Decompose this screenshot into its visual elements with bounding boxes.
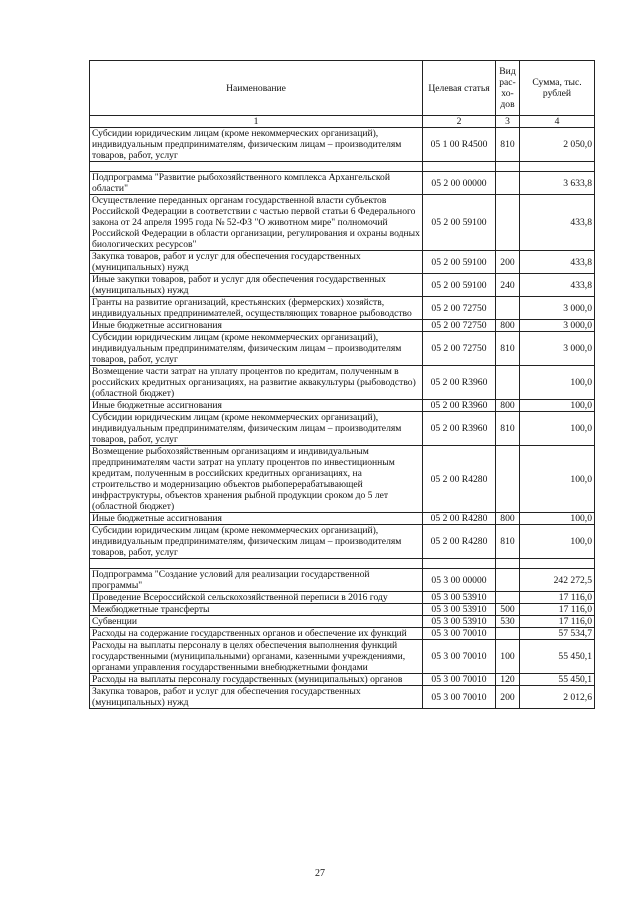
row-name-cell: Межбюджетные трансферты bbox=[90, 604, 423, 616]
row-code-cell: 05 2 00 R4280 bbox=[423, 446, 496, 513]
table-row bbox=[90, 366, 595, 400]
row-name-cell: Расходы на выплаты персоналу в целях обеспечения выполнения функций государственными (муниципальными) органами, казенными учреждениями, органами управления государственными внебюджетными фондами bbox=[90, 640, 423, 674]
table-row bbox=[90, 412, 595, 446]
row-kind-cell: 810 bbox=[496, 525, 520, 559]
row-name-cell: Подпрограмма "Создание условий для реализации государственной программы" bbox=[90, 569, 423, 592]
subprogram-row bbox=[90, 172, 595, 195]
table-row bbox=[90, 628, 595, 640]
row-kind-cell: 200 bbox=[496, 251, 520, 274]
row-sum-cell: 242 272,5 bbox=[520, 569, 595, 592]
row-kind-cell bbox=[496, 366, 520, 400]
row-sum-cell: 433,8 bbox=[520, 274, 595, 297]
table-row bbox=[90, 274, 595, 297]
row-sum-cell: 3 633,8 bbox=[520, 172, 595, 195]
row-name-cell: Закупка товаров, работ и услуг для обеспечения государственных (муниципальных) нужд bbox=[90, 686, 423, 709]
row-code-cell: 05 2 00 72750 bbox=[423, 332, 496, 366]
header-kind-line: Вид bbox=[499, 66, 516, 77]
row-code-cell: 05 2 00 R3960 bbox=[423, 400, 496, 412]
row-kind-cell: 800 bbox=[496, 513, 520, 525]
row-kind-cell bbox=[496, 446, 520, 513]
row-kind-cell: 810 bbox=[496, 128, 520, 162]
row-code-cell: 05 2 00 72750 bbox=[423, 297, 496, 320]
row-name-cell: Подпрограмма "Развитие рыбохозяйственного комплекса Архангельской области" bbox=[90, 172, 423, 195]
row-code-cell: 05 3 00 00000 bbox=[423, 569, 496, 592]
table-row bbox=[90, 400, 595, 412]
table-row bbox=[90, 297, 595, 320]
row-code-cell: 05 2 00 R4280 bbox=[423, 525, 496, 559]
row-kind-cell bbox=[496, 297, 520, 320]
row-code-cell: 05 2 00 R3960 bbox=[423, 366, 496, 400]
column-number: 4 bbox=[520, 116, 595, 128]
row-sum-cell: 100,0 bbox=[520, 525, 595, 559]
table-header-row bbox=[90, 61, 595, 116]
row-kind-cell: 500 bbox=[496, 604, 520, 616]
row-kind-cell: 530 bbox=[496, 616, 520, 628]
row-sum-cell: 3 000,0 bbox=[520, 297, 595, 320]
row-code-cell: 05 1 00 R4500 bbox=[423, 128, 496, 162]
row-name-cell: Иные бюджетные ассигнования bbox=[90, 400, 423, 412]
header-kind-line: рас- bbox=[499, 77, 516, 88]
row-sum-cell: 57 534,7 bbox=[520, 628, 595, 640]
row-sum-cell: 55 450,1 bbox=[520, 674, 595, 686]
row-sum-cell: 17 116,0 bbox=[520, 592, 595, 604]
row-name-cell: Иные бюджетные ассигнования bbox=[90, 320, 423, 332]
spacer-row bbox=[90, 559, 595, 569]
table-row bbox=[90, 195, 595, 251]
spacer-cell bbox=[520, 162, 595, 172]
row-kind-cell bbox=[496, 628, 520, 640]
header-kind-line: хо- bbox=[501, 88, 514, 99]
spacer-cell bbox=[520, 559, 595, 569]
row-sum-cell: 100,0 bbox=[520, 412, 595, 446]
row-sum-cell: 55 450,1 bbox=[520, 640, 595, 674]
row-kind-cell: 800 bbox=[496, 400, 520, 412]
table-row bbox=[90, 592, 595, 604]
row-name-cell: Расходы на выплаты персоналу государственных (муниципальных) органов bbox=[90, 674, 423, 686]
spacer-cell bbox=[496, 162, 520, 172]
row-name-cell: Субсидии юридическим лицам (кроме некоммерческих организаций), индивидуальным предпринимателям, физическим лицам – производителям товаров, работ, услуг bbox=[90, 128, 423, 162]
row-sum-cell: 3 000,0 bbox=[520, 332, 595, 366]
row-code-cell: 05 2 00 59100 bbox=[423, 195, 496, 251]
row-code-cell: 05 2 00 72750 bbox=[423, 320, 496, 332]
table-row bbox=[90, 332, 595, 366]
row-code-cell: 05 2 00 59100 bbox=[423, 274, 496, 297]
row-sum-cell: 2 050,0 bbox=[520, 128, 595, 162]
subprogram-row bbox=[90, 569, 595, 592]
header-name: Наименование bbox=[90, 61, 423, 116]
column-number: 3 bbox=[496, 116, 520, 128]
row-code-cell: 05 3 00 70010 bbox=[423, 628, 496, 640]
table-row bbox=[90, 674, 595, 686]
row-kind-cell bbox=[496, 592, 520, 604]
row-kind-cell: 240 bbox=[496, 274, 520, 297]
table-row bbox=[90, 446, 595, 513]
row-sum-cell: 100,0 bbox=[520, 400, 595, 412]
row-kind-cell: 120 bbox=[496, 674, 520, 686]
table-row bbox=[90, 604, 595, 616]
page-number: 27 bbox=[315, 868, 325, 879]
row-kind-cell: 810 bbox=[496, 332, 520, 366]
spacer-cell bbox=[423, 559, 496, 569]
row-code-cell: 05 2 00 59100 bbox=[423, 251, 496, 274]
row-sum-cell: 433,8 bbox=[520, 251, 595, 274]
row-kind-cell: 200 bbox=[496, 686, 520, 709]
row-sum-cell: 433,8 bbox=[520, 195, 595, 251]
row-name-cell: Гранты на развитие организаций, крестьянских (фермерских) хозяйств, индивидуальных предпринимателей, осуществляющих товарное рыбоводство bbox=[90, 297, 423, 320]
table-row bbox=[90, 616, 595, 628]
row-code-cell: 05 3 00 53910 bbox=[423, 616, 496, 628]
table-row bbox=[90, 686, 595, 709]
row-name-cell: Субвенции bbox=[90, 616, 423, 628]
row-name-cell: Осуществление переданных органам государственной власти субъектов Российской Федерации в соответствии с частью первой статьи 6 Федерального закона от 24 апреля 1995 года № 52-ФЗ "О животном мире" полномочий Российской Федерации в области организации, регулирования и охраны водных биологических ресурсов" bbox=[90, 195, 423, 251]
table-row bbox=[90, 513, 595, 525]
row-sum-cell: 100,0 bbox=[520, 446, 595, 513]
table-row bbox=[90, 320, 595, 332]
row-code-cell: 05 3 00 70010 bbox=[423, 686, 496, 709]
row-name-cell: Возмещение части затрат на уплату процентов по кредитам, полученным в российских кредитных организациях, на развитие аквакультуры (рыбоводство) (областной бюджет) bbox=[90, 366, 423, 400]
row-sum-cell: 2 012,6 bbox=[520, 686, 595, 709]
header-sum: Сумма, тыс. рублей bbox=[520, 61, 595, 116]
row-name-cell: Возмещение рыбохозяйственным организациям и индивидуальным предпринимателям части затрат на уплату процентов по инвестиционным кредитам, полученным в российских кредитных организациях, на строительство и модернизацию объектов рыбоперерабатывающей инфраструктуры, объектов хранения рыбной продукции сроком до 5 лет (областной бюджет) bbox=[90, 446, 423, 513]
row-name-cell: Проведение Всероссийской сельскохозяйственной переписи в 2016 году bbox=[90, 592, 423, 604]
header-code: Целевая статья bbox=[423, 61, 496, 116]
row-code-cell: 05 2 00 R3960 bbox=[423, 412, 496, 446]
table-row bbox=[90, 640, 595, 674]
row-name-cell: Иные бюджетные ассигнования bbox=[90, 513, 423, 525]
row-sum-cell: 3 000,0 bbox=[520, 320, 595, 332]
row-code-cell: 05 2 00 00000 bbox=[423, 172, 496, 195]
row-sum-cell: 17 116,0 bbox=[520, 616, 595, 628]
column-number: 2 bbox=[423, 116, 496, 128]
row-kind-cell bbox=[496, 569, 520, 592]
spacer-cell bbox=[423, 162, 496, 172]
row-name-cell: Субсидии юридическим лицам (кроме некоммерческих организаций), индивидуальным предпринимателям, физическим лицам – производителям товаров, работ, услуг bbox=[90, 525, 423, 559]
table-row bbox=[90, 128, 595, 162]
row-code-cell: 05 3 00 53910 bbox=[423, 604, 496, 616]
row-name-cell: Субсидии юридическим лицам (кроме некоммерческих организаций), индивидуальным предпринимателям, физическим лицам – производителям товаров, работ, услуг bbox=[90, 332, 423, 366]
row-kind-cell: 100 bbox=[496, 640, 520, 674]
row-name-cell: Расходы на содержание государственных органов и обеспечение их функций bbox=[90, 628, 423, 640]
row-code-cell: 05 3 00 53910 bbox=[423, 592, 496, 604]
row-name-cell: Иные закупки товаров, работ и услуг для обеспечения государственных (муниципальных) нужд bbox=[90, 274, 423, 297]
row-code-cell: 05 3 00 70010 bbox=[423, 640, 496, 674]
table-row bbox=[90, 251, 595, 274]
row-sum-cell: 100,0 bbox=[520, 513, 595, 525]
spacer-cell bbox=[90, 162, 423, 172]
row-name-cell: Закупка товаров, работ и услуг для обеспечения государственных (муниципальных) нужд bbox=[90, 251, 423, 274]
header-kind-line: дов bbox=[500, 99, 515, 110]
spacer-cell bbox=[496, 559, 520, 569]
table-row bbox=[90, 525, 595, 559]
spacer-row bbox=[90, 162, 595, 172]
column-number-row bbox=[90, 116, 595, 128]
budget-table bbox=[89, 60, 595, 709]
column-number: 1 bbox=[90, 116, 423, 128]
row-sum-cell: 17 116,0 bbox=[520, 604, 595, 616]
row-code-cell: 05 2 00 R4280 bbox=[423, 513, 496, 525]
row-name-cell: Субсидии юридическим лицам (кроме некоммерческих организаций), индивидуальным предпринимателям, физическим лицам – производителям товаров, работ, услуг bbox=[90, 412, 423, 446]
table-body bbox=[90, 128, 595, 709]
header-kind bbox=[496, 61, 520, 116]
row-sum-cell: 100,0 bbox=[520, 366, 595, 400]
row-kind-cell: 800 bbox=[496, 320, 520, 332]
row-kind-cell: 810 bbox=[496, 412, 520, 446]
row-kind-cell bbox=[496, 195, 520, 251]
spacer-cell bbox=[90, 559, 423, 569]
row-kind-cell bbox=[496, 172, 520, 195]
row-code-cell: 05 3 00 70010 bbox=[423, 674, 496, 686]
